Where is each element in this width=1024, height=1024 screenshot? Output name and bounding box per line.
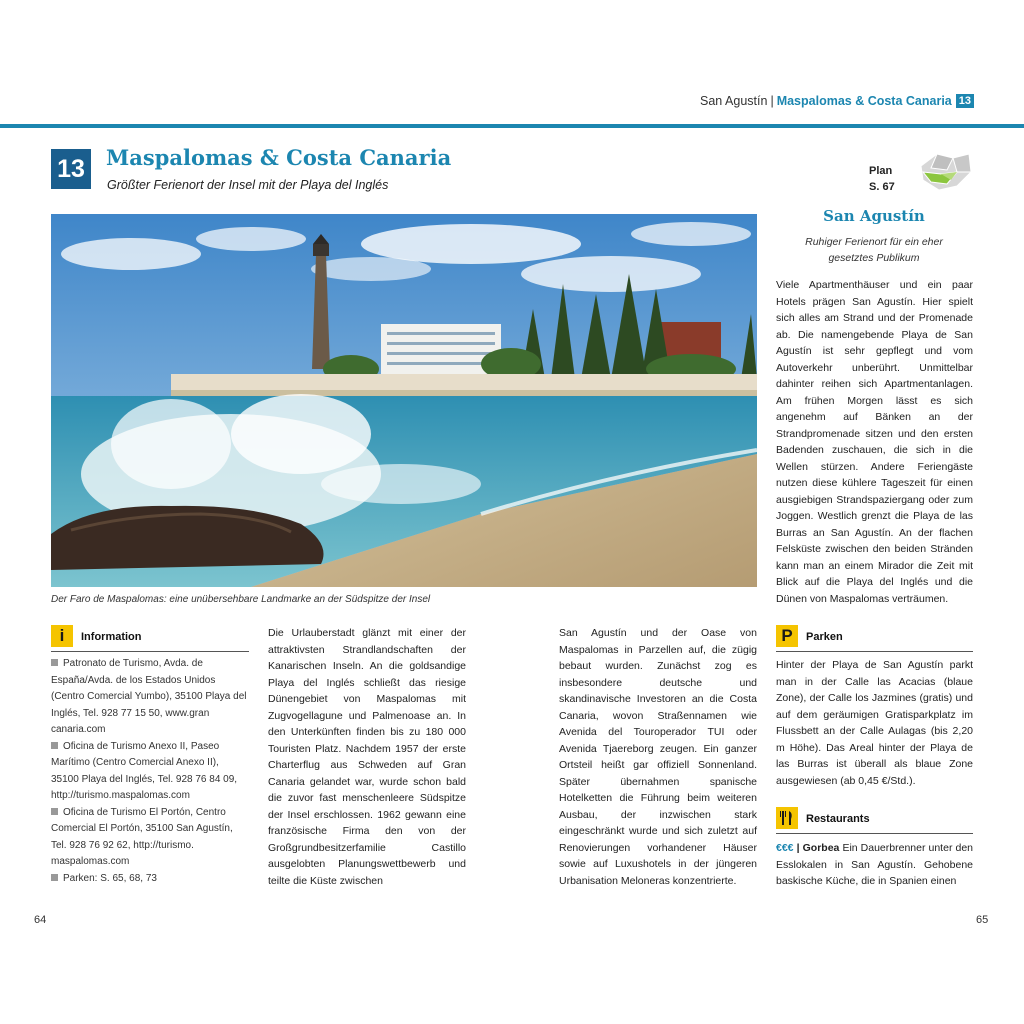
list-item: Patronato de Turismo, Avda. de España/Avda. de los Estados Unidos (Centro Comercial Yumbo), 35100 Playa del Inglés, Tel. 928 77 15 50, www.gran canaria.com (51, 658, 247, 735)
plan-reference[interactable] (869, 163, 895, 195)
parken-text: Hinter der Playa de San Agustín parkt man in der Calle las Acacias (blaue Zone), der Calle los Jazmines (gratis) und auf dem geräumigen Gratisparkplatz im Flussbett an der Calle Aulagas (bis 2,20 m Höhe). Das Areal hinter der Playa de las Burras ist überall als blaue Zone ausgewiesen (ab 0,45 €/Std.). (776, 659, 973, 787)
page-number-right: 65 (976, 914, 989, 926)
san-agustin-text: Viele Apartmenthäuser und ein paar Hotels prägen San Agustín. Hier spielt sich alles am Strand und der Promenade ab. Die namengebende Playa de San Agustín ist sehr gepflegt und vom Autoverkehr unberührt. Unmittelbar dahinter reihen sich Apartmentanlagen. Am frühen Morgen lässt es sich angenehm auf Bänken an der Strandpromenade sitzen und den ersten Badenden zuschauen, die sich in die Wellen stürzen. Andere Feriengäste nutzen diese kühlere Tageszeit für einen ausgiebigen Strandspaziergang oder zum Joggen. Westlich grenzt die Playa de las Burras an San Agustín. An der flachen Felsküste zwischen den beiden Stränden kann man an einem Mirador die Zeit mit Blick auf die Playa del Inglés und die Dünen von Maspalomas verträumen. (776, 279, 973, 605)
bullet-square-icon (51, 742, 58, 749)
restaurant-name: Gorbea (802, 842, 840, 854)
running-header-title: Maspalomas & Costa Canaria (776, 94, 952, 108)
restaurants-body (776, 840, 973, 890)
parken-body (776, 657, 973, 789)
bullet-square-icon (51, 874, 58, 881)
column-3-text: San Agustín und der Oase von Maspalomas in Parzellen auf, die zügig bebaut wurden. Zunächst zog es insbesondere deutsche und skandinavische Investoren an die Costa Canaria, wovon Straßennamen wie Avenida del Touroperador TUI oder Avenida Tjaereborg zeugen. Ein ganzer Ortsteil heißt gar offiziell Sonnenland. Später übernahmen spanische Hotelketten die Führung beim weiteren Ausbau, der inzwischen stark eingeschränkt wurde und sich zuletzt auf Renovierungen vorhandener Häuser sowie auf Luxushotels in der jüngeren Urbanisation Meloneras konzentrierte. (559, 627, 757, 887)
section-subtitle-line: gesetztes Publikum (828, 252, 920, 264)
running-header-place: San Agustín (700, 94, 768, 108)
running-header (560, 94, 974, 108)
bullet-square-icon (51, 659, 58, 666)
parken-label: Parken (806, 631, 843, 643)
restaurant-description: Ein Dauerbrenner unter den Esslokalen in San Agustín. Gehobene baskische Küche, die in Spanien einen (776, 842, 974, 887)
body-column-2 (268, 625, 466, 889)
header-rule (0, 124, 1024, 128)
restaurants-box-header (776, 807, 973, 834)
chapter-title: Maspalomas & Costa Canaria (106, 145, 452, 170)
information-label: Information (81, 631, 142, 643)
information-list (51, 656, 249, 887)
lighthouse-beach-photo (51, 214, 757, 587)
chapter-number: 13 (51, 149, 91, 189)
page-number-left: 64 (34, 914, 47, 926)
map-plan-icon (917, 150, 973, 192)
price-level: €€€ (776, 842, 794, 854)
section-subtitle-line: Ruhiger Ferienort für ein eher (805, 236, 943, 248)
column-2-text: Die Urlauberstadt glänzt mit einer der attraktivsten Strandlandschaften der Kanarischen Inseln. An die goldsandige Playa del Inglés schließt das riesige Dünengebiet von Maspalomas mit Zugvogellagune und Palmenoase an. In den Unterkünften finden bis zu 180 000 Touristen Platz. Nachdem 1957 der erste Charterflug aus Schweden auf Gran Canaria gelandet war, wurde schon bald die zuvor fast menschenleere Südspitze der Insel erschlossen. 1962 gewann eine französische Firma den von der Großgrundbesitzerfamilie Castillo ausgelobten Planungswettbewerb und teilte die Küste zwischen (268, 627, 466, 887)
chapter-subtitle: Größter Ferienort der Insel mit der Playa del Inglés (107, 178, 389, 192)
running-header-separator: | (770, 94, 774, 108)
list-item: Oficina de Turismo El Portón, Centro Comercial El Portón, 35100 San Agustín, Tel. 928 76 92 62, http://turismo. maspalomas.com (51, 806, 233, 867)
san-agustin-body (776, 277, 973, 607)
section-title-san-agustin: San Agustín (823, 207, 925, 225)
parken-box-header (776, 625, 973, 652)
section-subtitle (786, 234, 962, 266)
running-header-number: 13 (956, 94, 974, 108)
information-box-header (51, 625, 249, 652)
plan-label: Plan (869, 165, 893, 177)
information-icon: i (51, 625, 73, 647)
parking-icon: P (776, 625, 798, 647)
bullet-square-icon (51, 808, 58, 815)
plan-page: S. 67 (869, 181, 895, 193)
body-column-3 (559, 625, 757, 889)
fork-knife-icon (776, 807, 798, 829)
restaurant-entry (776, 840, 973, 890)
photo-caption: Der Faro de Maspalomas: eine unübersehbare Landmarke an der Südspitze der Insel (51, 594, 431, 605)
list-item: Oficina de Turismo Anexo II, Paseo Marítimo (Centro Comercial Anexo II), 35100 Playa del Inglés, Tel. 928 76 84 09, http://turismo.maspalomas.com (51, 740, 238, 801)
list-item: Parken: S. 65, 68, 73 (51, 871, 249, 888)
price-separator: | (796, 842, 800, 854)
restaurants-label: Restaurants (806, 813, 870, 825)
